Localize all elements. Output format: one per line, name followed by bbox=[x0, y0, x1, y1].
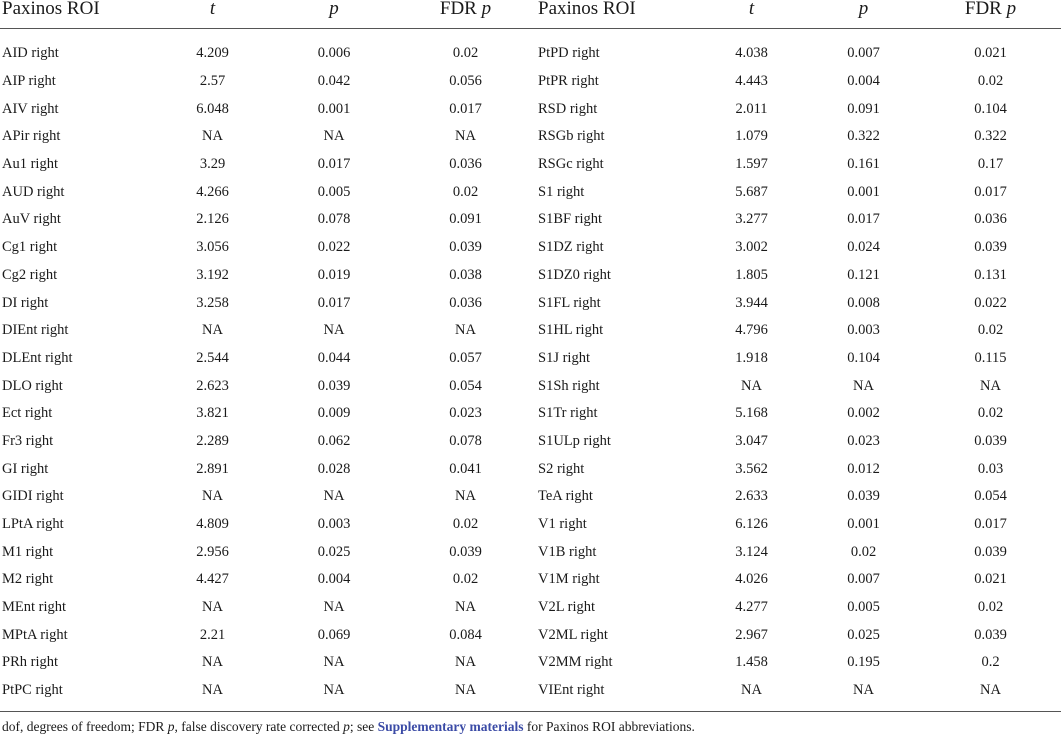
table-row bbox=[0, 594, 1061, 622]
table-row bbox=[0, 206, 1061, 234]
left-roi-cell: DIEnt right bbox=[2, 322, 69, 339]
left-t-cell: 2.891 bbox=[196, 460, 229, 477]
right-t-cell: 6.126 bbox=[735, 516, 768, 533]
left-fdr-cell: 0.036 bbox=[449, 156, 482, 173]
right-fdr-cell: 0.2 bbox=[981, 654, 1000, 671]
right-fdr-cell: 0.022 bbox=[974, 294, 1007, 311]
right-t-cell: 4.443 bbox=[735, 73, 768, 90]
right-p-cell: 0.104 bbox=[847, 349, 880, 366]
table-row bbox=[0, 234, 1061, 262]
right-roi-cell: RSGb right bbox=[538, 128, 605, 145]
right-t-cell: 1.458 bbox=[735, 654, 768, 671]
right-p-cell: 0.007 bbox=[847, 571, 880, 588]
left-fdr-cell: 0.091 bbox=[449, 211, 482, 228]
right-p-cell: 0.121 bbox=[847, 266, 880, 283]
right-roi-cell: TeA right bbox=[538, 488, 593, 505]
right-p-cell: 0.023 bbox=[847, 432, 880, 449]
right-fdr-cell: 0.02 bbox=[977, 322, 1004, 339]
right-p-cell: 0.012 bbox=[847, 460, 880, 477]
right-fdr-cell: 0.17 bbox=[977, 156, 1004, 173]
right-p-cell: 0.001 bbox=[847, 183, 880, 200]
right-fdr-cell: 0.02 bbox=[977, 73, 1004, 90]
left-fdr-cell: 0.017 bbox=[449, 100, 482, 117]
left-p-cell: NA bbox=[323, 654, 345, 671]
header-p-right-label: p bbox=[858, 0, 869, 19]
right-fdr-cell: 0.03 bbox=[977, 460, 1004, 477]
right-roi-cell: V1 right bbox=[538, 516, 587, 533]
left-t-cell: 2.126 bbox=[196, 211, 229, 228]
left-p-cell: 0.044 bbox=[317, 349, 351, 366]
right-fdr-cell: 0.039 bbox=[974, 432, 1007, 449]
left-p-cell: 0.022 bbox=[317, 239, 351, 256]
left-fdr-cell: 0.054 bbox=[449, 377, 482, 394]
left-fdr-cell: 0.041 bbox=[449, 460, 482, 477]
footnote-part3: ; see bbox=[349, 719, 378, 734]
spacer-row bbox=[0, 29, 1061, 41]
table-row bbox=[0, 566, 1061, 594]
left-fdr-cell: 0.02 bbox=[452, 571, 479, 588]
table-row bbox=[0, 345, 1061, 373]
right-p-cell: 0.02 bbox=[850, 543, 877, 560]
right-t-cell: 1.918 bbox=[735, 349, 768, 366]
right-p-cell: 0.091 bbox=[847, 100, 880, 117]
left-p-cell: 0.009 bbox=[317, 405, 351, 422]
left-roi-cell: PtPC right bbox=[2, 682, 63, 699]
left-p-cell: 0.028 bbox=[317, 460, 351, 477]
right-roi-cell: RSGc right bbox=[538, 156, 604, 173]
left-roi-cell: PRh right bbox=[2, 654, 58, 671]
header-t-left-label: t bbox=[209, 0, 216, 19]
table-row bbox=[0, 372, 1061, 400]
footnote-p2: p bbox=[343, 719, 350, 734]
header-fdr-left-prefix: FDR bbox=[439, 0, 482, 19]
right-fdr-cell: 0.039 bbox=[974, 239, 1007, 256]
table-row bbox=[0, 40, 1061, 68]
left-roi-cell: Cg2 right bbox=[2, 266, 58, 283]
left-fdr-cell: NA bbox=[455, 682, 476, 699]
right-t-cell: 5.687 bbox=[735, 183, 768, 200]
right-p-cell: 0.005 bbox=[847, 599, 880, 616]
right-fdr-cell: NA bbox=[980, 682, 1001, 699]
right-roi-cell: S1Sh right bbox=[538, 377, 600, 394]
left-fdr-cell: NA bbox=[455, 322, 476, 339]
right-roi-cell: PtPD right bbox=[538, 45, 600, 62]
left-p-cell: 0.017 bbox=[317, 294, 351, 311]
right-fdr-cell: 0.021 bbox=[974, 45, 1007, 62]
left-t-cell: 2.623 bbox=[196, 377, 229, 394]
table-footnote bbox=[2, 719, 695, 735]
table-row bbox=[0, 317, 1061, 345]
left-t-cell: 6.048 bbox=[196, 100, 229, 117]
header-t-right-label: t bbox=[748, 0, 755, 19]
left-t-cell: 3.192 bbox=[196, 266, 229, 283]
right-roi-cell: S1J right bbox=[538, 349, 590, 366]
right-t-cell: 3.944 bbox=[735, 294, 768, 311]
left-fdr-cell: 0.02 bbox=[452, 183, 479, 200]
left-p-cell: 0.042 bbox=[317, 73, 351, 90]
left-p-cell: 0.017 bbox=[317, 156, 351, 173]
left-roi-cell: AUD right bbox=[2, 183, 65, 200]
left-p-cell: 0.069 bbox=[317, 626, 351, 643]
left-fdr-cell: 0.02 bbox=[452, 516, 479, 533]
left-roi-cell: AID right bbox=[2, 45, 59, 62]
spacer-cell bbox=[0, 29, 1061, 41]
left-roi-cell: DLO right bbox=[2, 377, 63, 394]
left-roi-cell: GI right bbox=[2, 460, 49, 477]
left-t-cell: NA bbox=[202, 682, 223, 699]
right-t-cell: 3.277 bbox=[735, 211, 768, 228]
left-p-cell: NA bbox=[323, 599, 345, 616]
left-fdr-cell: 0.056 bbox=[449, 73, 482, 90]
left-t-cell: 3.821 bbox=[196, 405, 229, 422]
right-p-cell: 0.017 bbox=[847, 211, 880, 228]
right-t-cell: 3.002 bbox=[735, 239, 768, 256]
right-p-cell: 0.039 bbox=[847, 488, 880, 505]
right-roi-cell: S1BF right bbox=[538, 211, 603, 228]
right-p-cell: NA bbox=[853, 377, 874, 394]
left-fdr-cell: NA bbox=[455, 128, 476, 145]
right-t-cell: 4.038 bbox=[735, 45, 768, 62]
right-t-cell: 4.277 bbox=[735, 599, 768, 616]
footer-divider bbox=[0, 711, 1061, 712]
right-t-cell: 3.562 bbox=[735, 460, 768, 477]
left-p-cell: 0.019 bbox=[317, 266, 351, 283]
left-roi-cell: Au1 right bbox=[2, 156, 58, 173]
left-p-cell: 0.078 bbox=[317, 211, 351, 228]
left-roi-cell: GIDI right bbox=[2, 488, 64, 505]
header-p-left-label: p bbox=[329, 0, 339, 19]
left-fdr-cell: 0.078 bbox=[449, 432, 482, 449]
right-fdr-cell: 0.02 bbox=[977, 599, 1004, 616]
right-fdr-cell: 0.017 bbox=[974, 183, 1007, 200]
right-t-cell: 1.597 bbox=[735, 156, 768, 173]
left-t-cell: 4.266 bbox=[196, 183, 229, 200]
right-p-cell: 0.003 bbox=[847, 322, 880, 339]
right-t-cell: 2.967 bbox=[735, 626, 768, 643]
left-t-cell: 4.209 bbox=[196, 45, 229, 62]
right-fdr-cell: 0.104 bbox=[974, 100, 1007, 117]
left-roi-cell: AIP right bbox=[2, 73, 56, 90]
footnote-p1: p bbox=[167, 719, 175, 734]
right-t-cell: 5.168 bbox=[735, 405, 768, 422]
right-fdr-cell: 0.036 bbox=[974, 211, 1007, 228]
left-p-cell: 0.062 bbox=[317, 432, 351, 449]
right-roi-cell: S1 right bbox=[538, 183, 585, 200]
right-p-cell: 0.004 bbox=[847, 73, 880, 90]
left-roi-cell: MEnt right bbox=[2, 599, 67, 616]
table-row bbox=[0, 483, 1061, 511]
left-t-cell: 2.289 bbox=[196, 432, 229, 449]
left-t-cell: 2.544 bbox=[196, 349, 229, 366]
left-p-cell: 0.003 bbox=[317, 516, 351, 533]
header-fdr-right-prefix: FDR bbox=[964, 0, 1007, 19]
footnote-part1: dof, degrees of freedom; FDR bbox=[2, 719, 168, 734]
left-roi-cell: M1 right bbox=[2, 543, 54, 560]
left-roi-cell: Fr3 right bbox=[2, 432, 54, 449]
left-roi-cell: AIV right bbox=[2, 100, 59, 117]
left-p-cell: 0.004 bbox=[317, 571, 351, 588]
header-roi-right: Paxinos ROI bbox=[536, 0, 696, 29]
right-t-cell: 3.047 bbox=[735, 432, 768, 449]
left-t-cell: 2.956 bbox=[196, 543, 229, 560]
right-p-cell: 0.008 bbox=[847, 294, 880, 311]
left-t-cell: NA bbox=[202, 599, 223, 616]
right-roi-cell: V1M right bbox=[538, 571, 600, 588]
left-roi-cell: MPtA right bbox=[2, 626, 68, 643]
left-roi-cell: DLEnt right bbox=[2, 349, 73, 366]
right-p-cell: NA bbox=[853, 682, 874, 699]
right-roi-cell: S1ULp right bbox=[538, 432, 611, 449]
left-fdr-cell: 0.036 bbox=[449, 294, 482, 311]
right-p-cell: 0.322 bbox=[847, 128, 880, 145]
right-roi-cell: S2 right bbox=[538, 460, 585, 477]
table-row bbox=[0, 511, 1061, 539]
left-t-cell: 3.056 bbox=[196, 239, 229, 256]
left-t-cell: 2.57 bbox=[199, 73, 226, 90]
table-row bbox=[0, 123, 1061, 151]
right-fdr-cell: 0.054 bbox=[974, 488, 1007, 505]
right-t-cell: 3.124 bbox=[735, 543, 768, 560]
table-row bbox=[0, 621, 1061, 649]
left-t-cell: NA bbox=[202, 654, 223, 671]
right-p-cell: 0.161 bbox=[847, 156, 880, 173]
left-fdr-cell: NA bbox=[455, 488, 476, 505]
left-roi-cell: DI right bbox=[2, 294, 49, 311]
left-fdr-cell: NA bbox=[455, 654, 476, 671]
left-fdr-cell: 0.057 bbox=[449, 349, 482, 366]
header-row bbox=[0, 0, 1061, 29]
header-t-left bbox=[152, 0, 273, 29]
right-fdr-cell: 0.131 bbox=[974, 266, 1007, 283]
right-t-cell: 1.079 bbox=[735, 128, 768, 145]
left-p-cell: 0.025 bbox=[317, 543, 351, 560]
right-roi-cell: S1DZ0 right bbox=[538, 266, 611, 283]
right-roi-cell: PtPR right bbox=[538, 73, 599, 90]
left-p-cell: NA bbox=[323, 128, 345, 145]
right-p-cell: 0.025 bbox=[847, 626, 880, 643]
table-row bbox=[0, 151, 1061, 179]
right-t-cell: 2.011 bbox=[735, 100, 768, 117]
table-body bbox=[0, 29, 1061, 705]
right-t-cell: NA bbox=[741, 682, 762, 699]
left-t-cell: 3.29 bbox=[199, 156, 226, 173]
right-t-cell: 4.026 bbox=[735, 571, 768, 588]
right-p-cell: 0.001 bbox=[847, 516, 880, 533]
left-p-cell: NA bbox=[323, 322, 345, 339]
table-row bbox=[0, 428, 1061, 456]
right-fdr-cell: 0.115 bbox=[974, 349, 1007, 366]
left-fdr-cell: 0.084 bbox=[449, 626, 482, 643]
right-fdr-cell: 0.039 bbox=[974, 543, 1007, 560]
right-p-cell: 0.195 bbox=[847, 654, 880, 671]
table-row bbox=[0, 68, 1061, 96]
left-p-cell: NA bbox=[323, 488, 345, 505]
left-t-cell: 2.21 bbox=[199, 626, 226, 643]
left-fdr-cell: NA bbox=[455, 599, 476, 616]
left-p-cell: NA bbox=[323, 682, 345, 699]
header-roi-left: Paxinos ROI bbox=[0, 0, 152, 29]
right-roi-cell: V2ML right bbox=[538, 626, 608, 643]
right-roi-cell: S1DZ right bbox=[538, 239, 604, 256]
left-p-cell: 0.039 bbox=[317, 377, 351, 394]
header-p-right bbox=[807, 0, 920, 29]
supplementary-materials-link[interactable]: Supplementary materials bbox=[377, 719, 524, 734]
right-fdr-cell: 0.322 bbox=[974, 128, 1007, 145]
table-row bbox=[0, 649, 1061, 677]
right-t-cell: 1.805 bbox=[735, 266, 768, 283]
header-fdr-right bbox=[920, 0, 1061, 29]
left-roi-cell: M2 right bbox=[2, 571, 54, 588]
header-p-left bbox=[273, 0, 395, 29]
table-row bbox=[0, 95, 1061, 123]
left-fdr-cell: 0.039 bbox=[449, 239, 482, 256]
table-row bbox=[0, 538, 1061, 566]
header-fdr-left bbox=[395, 0, 536, 29]
right-fdr-cell: 0.039 bbox=[974, 626, 1007, 643]
table-row bbox=[0, 455, 1061, 483]
left-t-cell: 3.258 bbox=[196, 294, 229, 311]
left-t-cell: 4.427 bbox=[196, 571, 229, 588]
table-row bbox=[0, 289, 1061, 317]
left-t-cell: 4.809 bbox=[196, 516, 229, 533]
header-t-right bbox=[696, 0, 807, 29]
right-fdr-cell: 0.021 bbox=[974, 571, 1007, 588]
right-roi-cell: RSD right bbox=[538, 100, 598, 117]
right-roi-cell: S1Tr right bbox=[538, 405, 598, 422]
header-fdr-left-p: p bbox=[481, 0, 492, 19]
right-roi-cell: V2MM right bbox=[538, 654, 613, 671]
right-t-cell: NA bbox=[741, 377, 762, 394]
left-p-cell: 0.001 bbox=[317, 100, 351, 117]
table-row bbox=[0, 262, 1061, 290]
right-t-cell: 2.633 bbox=[735, 488, 768, 505]
header-fdr-right-p: p bbox=[1006, 0, 1017, 19]
footnote-part4: for Paxinos ROI abbreviations. bbox=[523, 719, 695, 734]
right-roi-cell: S1HL right bbox=[538, 322, 604, 339]
left-t-cell: NA bbox=[202, 128, 223, 145]
footnote-part2: , false discovery rate corrected bbox=[174, 719, 344, 734]
left-fdr-cell: 0.039 bbox=[449, 543, 482, 560]
left-roi-cell: Ect right bbox=[2, 405, 53, 422]
right-p-cell: 0.007 bbox=[847, 45, 880, 62]
right-roi-cell: V2L right bbox=[538, 599, 596, 616]
left-fdr-cell: 0.038 bbox=[449, 266, 482, 283]
right-t-cell: 4.796 bbox=[735, 322, 768, 339]
right-roi-cell: V1B right bbox=[538, 543, 597, 560]
left-roi-cell: Cg1 right bbox=[2, 239, 58, 256]
left-t-cell: NA bbox=[202, 488, 223, 505]
left-p-cell: 0.006 bbox=[317, 45, 351, 62]
right-fdr-cell: 0.017 bbox=[974, 516, 1007, 533]
left-fdr-cell: 0.023 bbox=[449, 405, 482, 422]
right-roi-cell: VIEnt right bbox=[538, 682, 605, 699]
left-p-cell: 0.005 bbox=[317, 183, 351, 200]
right-fdr-cell: NA bbox=[980, 377, 1001, 394]
left-roi-cell: APir right bbox=[2, 128, 61, 145]
table-row bbox=[0, 400, 1061, 428]
left-roi-cell: AuV right bbox=[2, 211, 61, 228]
right-fdr-cell: 0.02 bbox=[977, 405, 1004, 422]
right-p-cell: 0.024 bbox=[847, 239, 880, 256]
left-t-cell: NA bbox=[202, 322, 223, 339]
left-fdr-cell: 0.02 bbox=[452, 45, 479, 62]
right-p-cell: 0.002 bbox=[847, 405, 880, 422]
left-roi-cell: LPtA right bbox=[2, 516, 64, 533]
table-row bbox=[0, 178, 1061, 206]
table-row bbox=[0, 677, 1061, 705]
right-roi-cell: S1FL right bbox=[538, 294, 601, 311]
